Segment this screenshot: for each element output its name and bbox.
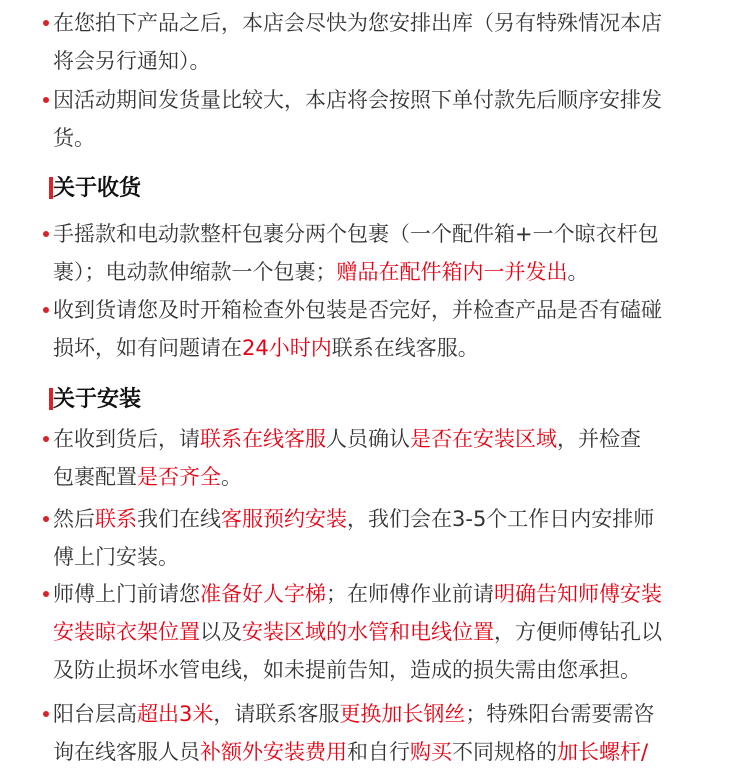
bullet-dot [43,711,49,717]
highlight-text: 超出3米 [137,702,214,726]
body-text: 和自行 [347,740,410,764]
text-line [53,613,708,651]
bullet-dot [43,436,49,442]
body-text: 及防止损坏水管电线，如未提前告知，造成的损失需由您承担。 [53,658,641,682]
bullet-dot [43,516,49,522]
highlight-text: 安装区域的水管和电线位置 [242,620,494,644]
body-text: 包裹配置 [53,465,137,489]
body-text: ；在师傅作业前请 [326,582,494,606]
highlight-text: 赠品在配件箱内一并发出 [336,260,568,284]
text-line [53,215,708,253]
text-line [53,500,708,538]
highlight-text: 24小时内 [242,336,332,360]
body-text: 我们在线 [137,507,221,531]
body-text: ；特殊阳台需要需咨 [465,702,655,726]
highlight-text: 客服预约安装 [221,507,347,531]
section-title: 关于安装 [53,387,142,412]
highlight-text: 联系在线客服 [200,427,326,451]
body-text: ，方便师傅钻孔以 [494,620,662,644]
body-text: 联系在线客服。 [331,336,479,360]
text-line [53,733,708,771]
text-line [53,119,708,157]
bullet-item [53,291,708,367]
section-heading-install [53,385,141,415]
highlight-text: 安装晾衣架位置 [53,620,200,644]
heading-accent-bar [49,177,53,199]
text-line [53,291,708,329]
body-text: 阳台层高 [53,702,137,726]
text-line [53,4,708,42]
highlight-text: 联系 [95,507,137,531]
body-text: 裹）；电动款伸缩款一个包裹； [53,260,337,284]
bullet-item [53,500,708,576]
body-text: 然后 [53,507,95,531]
body-text: 询在线客服人员 [53,740,200,764]
highlight-text: 准备好人字梯 [200,582,326,606]
bullet-dot [43,231,49,237]
body-text: ，我们会在3-5个工作日内安排师 [347,507,655,531]
body-text: 因活动期间发货量比较大，本店将会按照下单付款先后顺序安排发 [53,88,662,112]
section-title: 关于收货 [53,176,142,201]
bullet-dot [43,97,49,103]
bullet-dot [43,307,49,313]
bullet-item [53,215,708,291]
text-line [53,695,708,733]
highlight-text: 明确告知师傅安装 [494,582,662,606]
bullet-item [53,575,708,689]
text-line [53,420,708,458]
bullet-dot [43,20,49,26]
bullet-item [53,695,708,771]
text-line [53,42,708,80]
body-text: 损坏，如有问题请在 [53,336,242,360]
highlight-text: 补额外安装费用 [200,740,347,764]
text-line [53,329,708,367]
body-text: 以及 [200,620,242,644]
text-line [53,253,708,291]
highlight-text: 更换加长钢丝 [339,702,466,726]
highlight-text: 加长螺杆/ [557,740,649,764]
body-text: 将会另行通知）。 [53,49,211,73]
body-text: ，并检查 [557,427,641,451]
heading-accent-bar [49,388,53,410]
body-text: 。 [221,465,242,489]
highlight-text: 是否齐全 [137,465,221,489]
body-text: 手摇款和电动款整杆包裹分两个包裹（一个配件箱+一个晾衣杆包 [53,222,659,246]
text-line [53,458,708,496]
body-text: 收到货请您及时开箱检查外包装是否完好，并检查产品是否有磕碰 [53,298,662,322]
body-text: 傅上门安装。 [53,545,179,569]
body-text: 师傅上门前请您 [53,582,200,606]
body-text: 不同规格的 [452,740,557,764]
bullet-item [53,420,708,496]
body-text: 货。 [53,126,95,150]
highlight-text: 是否在安装区域 [410,427,557,451]
text-line [53,651,708,689]
bullet-dot [43,591,49,597]
text-line [53,575,708,613]
text-line [53,538,708,576]
body-text: 在您拍下产品之后，本店会尽快为您安排出库（另有特殊情况本店 [53,11,662,35]
body-text: 。 [567,260,589,284]
body-text: 在收到货后，请 [53,427,200,451]
bullet-item [53,81,708,157]
body-text: ，请联系客服 [213,702,340,726]
bullet-item [53,4,708,80]
body-text: 人员确认 [326,427,410,451]
highlight-text: 购买 [410,740,452,764]
section-heading-receive [53,174,141,204]
text-line [53,81,708,119]
